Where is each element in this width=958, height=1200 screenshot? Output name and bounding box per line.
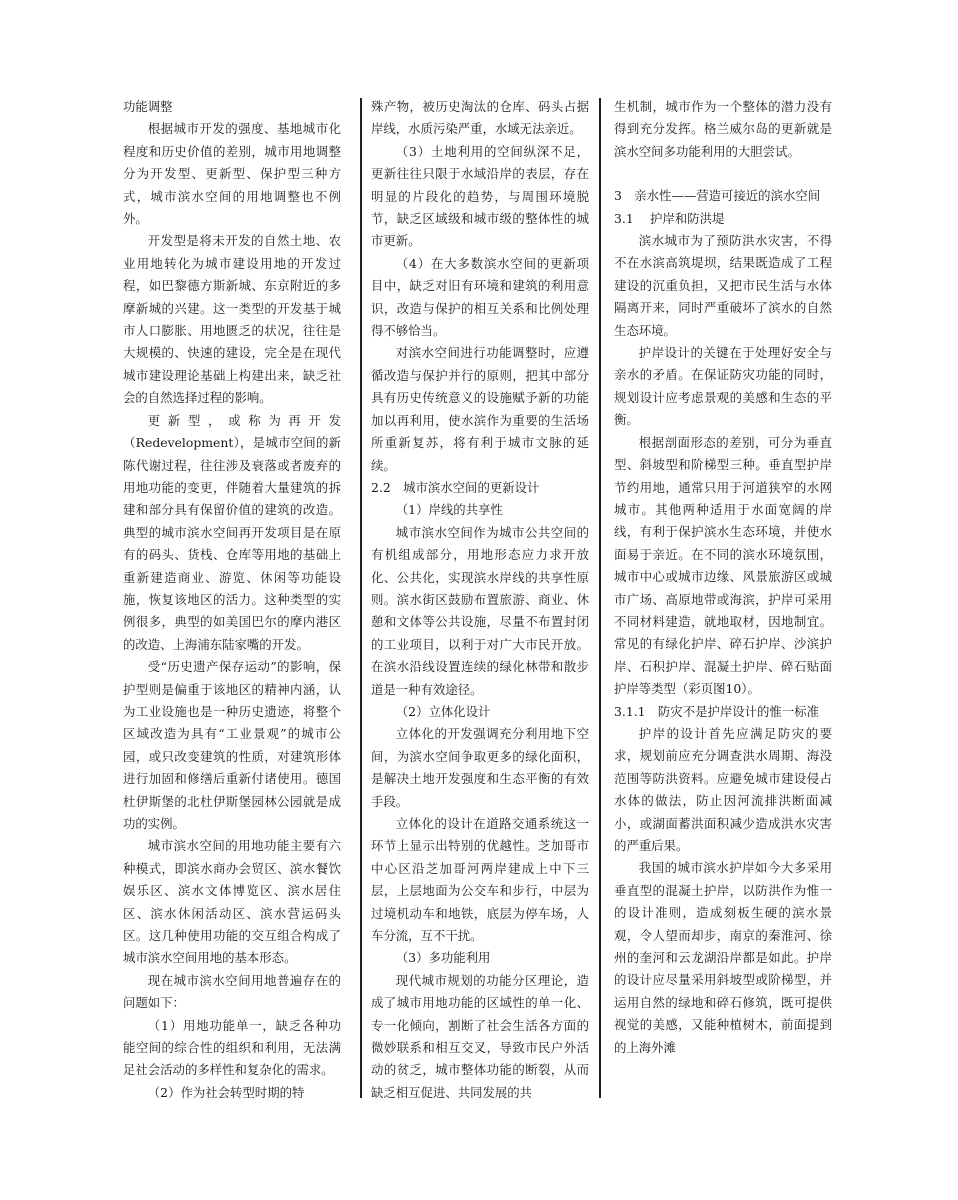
paragraph: （2）立体化设计 xyxy=(395,703,491,719)
paragraph: 2.2 城市滨水空间的更新设计 xyxy=(371,479,540,495)
paragraph: 现在城市滨水空间用地普遍存在的问题如下： xyxy=(123,972,341,1011)
paragraph: 护岸设计的关键在于处理好安全与亲水的矛盾。在保证防灾功能的同时，规划设计应考虑景观的美感和生态的平衡。 xyxy=(614,345,832,428)
paragraph: 开发型是将未开发的自然土地、农业用地转化为城市建设用地的开发过程，如巴黎德方斯新城、东京附近的多摩新城的兴建。这一类型的开发基于城市人口膨胀、用地匮乏的状况，往往是大规模的、快速的建设，完全是在现代城市建设理论基础上构建出来，缺乏社会的自然选择过程的影响。 xyxy=(123,233,341,406)
paragraph: （1）岸线的共享性 xyxy=(395,502,503,518)
paragraph: 我国的城市滨水护岸如今大多采用垂直型的混凝土护岸，以防洪作为惟一的设计准则，造成刻板生硬的滨水景观，令人望而却步，南京的秦淮河、徐州的奎河和云龙湖沿岸都是如此。护岸的设计应尽量采用斜坡型或阶梯型，并运用自然的绿地和碎石修筑，既可提供视觉的美感，又能种植树木，前面提到的上海外滩 xyxy=(614,860,832,1055)
paragraph: 城市滨水空间作为城市公共空间的有机组成部分，用地形态应力求开放化、公共化，实现滨水岸线的共享性原则。滨水街区鼓励布置旅游、商业、休憩和文体等公共设施，尽量不布置封闭的工业项目，以利于对广大市民开放。在滨水沿线设置连续的绿化林带和散步道是一种有效途径。 xyxy=(371,524,589,697)
paragraph: （3）土地利用的空间纵深不足，更新往往只限于水域沿岸的表层，存在明显的片段化的趋势，与周围环境脱节，缺乏区域级和城市级的整体性的城市更新。 xyxy=(371,143,589,249)
paragraph: 3.1 护岸和防洪堤 xyxy=(614,210,725,226)
text-column-1 xyxy=(123,96,341,1104)
paragraph: 护岸的设计首先应满足防灾的要求，规划前应充分调查洪水周期、海没范围等防洪资料。应避免城市建设侵占水体的做法，防止因河流排洪断面减小，或湖面蓄洪面积减少造成洪水灾害的严重后果。 xyxy=(614,725,832,853)
paragraph-spacer xyxy=(614,163,832,185)
paragraph: 立体化的设计在道路交通系统这一环节上显示出特别的优越性。芝加哥市中心区沿芝加哥河两岸建成上中下三层，上层地面为公交车和步行，中层为过境机动车和地铁，底层为停车场，人车分流，互不干扰。 xyxy=(371,816,589,944)
paragraph: （2）作为社会转型时期的特 xyxy=(147,1084,305,1100)
paragraph: 滨水城市为了预防洪水灾害，不得不在水滨高筑堤坝，结果既造成了工程建设的沉重负担，又把市民生活与水体隔离开来，同时严重破坏了滨水的自然生态环境。 xyxy=(614,233,832,338)
paragraph: 殊产物，被历史淘汰的仓库、码头占据岸线，水质污染严重，水域无法亲近。 xyxy=(371,99,589,137)
paragraph: 对滨水空间进行功能调整时，应遵循改造与保护并行的原则，把其中部分具有历史传统意义的设施赋予新的功能加以再利用，使水滨作为重要的生活场所重新复苏，将有利于城市文脉的延续。 xyxy=(371,345,589,473)
text-column-2 xyxy=(371,96,589,1104)
column-rule-2 xyxy=(599,98,601,1098)
column-rule-1 xyxy=(360,98,362,1098)
paragraph: 3.1.1 防灾不是护岸设计的惟一标准 xyxy=(614,703,819,719)
paragraph: 受“历史遗产保存运动”的影响，保护型则是偏重于该地区的精神内涵，认为工业设施也是一种历史遗迹，将整个区域改造为具有“工业景观”的城市公园，或只改变建筑的性质，对建筑形体进行加固和修缮后重新付诸使用。德国杜伊斯堡的北杜伊斯堡园林公园就是成功的实例。 xyxy=(123,659,341,831)
text-column-3 xyxy=(614,96,832,1059)
paragraph: （3）多功能利用 xyxy=(395,950,491,966)
paragraph: 现代城市规划的功能分区理论，造成了城市用地功能的区域性的单一化、专一化倾向，割断了社会生活各方面的微妙联系和相互交叉，导致市民户外活动的贫乏，城市整体功能的断裂，从而缺乏相互促进、共同发展的共 xyxy=(371,972,589,1100)
paragraph: （1）用地功能单一，缺乏各种功能空间的综合性的组织和利用，无法满足社会活动的多样性和复杂化的需求。 xyxy=(123,1017,341,1078)
paragraph: 立体化的开发强调充分利用地下空间，为滨水空间争取更多的绿化面积，是解决土地开发强度和生态平衡的有效手段。 xyxy=(371,726,589,809)
paragraph: 城市滨水空间的用地功能主要有六种模式，即滨水商办会贸区、滨水餐饮娱乐区、滨水文体博览区、滨水居住区、滨水休闲活动区、滨水营运码头区。这几种使用功能的交互组合构成了城市滨水空间用地的基本形态。 xyxy=(123,838,341,966)
paragraph: 根据城市开发的强度、基地城市化程度和历史价值的差别，城市用地调整分为开发型、更新型、保护型三种方式，城市滨水空间的用地调整也不例外。 xyxy=(123,121,341,227)
paragraph: 根据剖面形态的差别，可分为垂直型、斜坡型和阶梯型三种。垂直型护岸节约用地，通常只用于河道狭窄的水网城市。其他两种适用于水面宽阔的岸线，有利于保护滨水生态环境，并使水面易于亲近。在不同的滨水环境氛围，城市中心或城市边缘、风景旅游区或城市广场、高原地带或海滨，护岸可采用不同材料建造，就地取材，因地制宜。常见的有绿化护岸、碎石护岸、沙滨护岸、石积护岸、混凝土护岸、碎石贴面护岸等类型（彩页图10）。 xyxy=(614,434,832,697)
paragraph: 更新型，或称为再开发（Redevelopment），是城市空间的新陈代谢过程，往往涉及衰落或者废弃的用地功能的变更，伴随着大量建筑的拆建和部分具有保留价值的建筑的改造。典型的城市滨水空间再开发项目是在原有的码头、货栈、仓库等用地的基础上重新建造商业、游览、休闲等功能设施，恢复该地区的活力。这种类型的实例很多，典型的如美国巴尔的摩内港区的改造、上海浦东陆家嘴的开发。 xyxy=(123,412,341,652)
paragraph: （4）在大多数滨水空间的更新项目中，缺乏对旧有环境和建筑的利用意识，改造与保护的相互关系和比例处理得不够恰当。 xyxy=(371,255,589,339)
paragraph: 生机制，城市作为一个整体的潜力没有得到充分发挥。格兰威尔岛的更新就是滨水空间多功能利用的大胆尝试。 xyxy=(614,99,832,159)
paragraph: 3 亲水性——营造可接近的滨水空间 xyxy=(614,188,821,204)
paragraph: 功能调整 xyxy=(123,99,173,114)
